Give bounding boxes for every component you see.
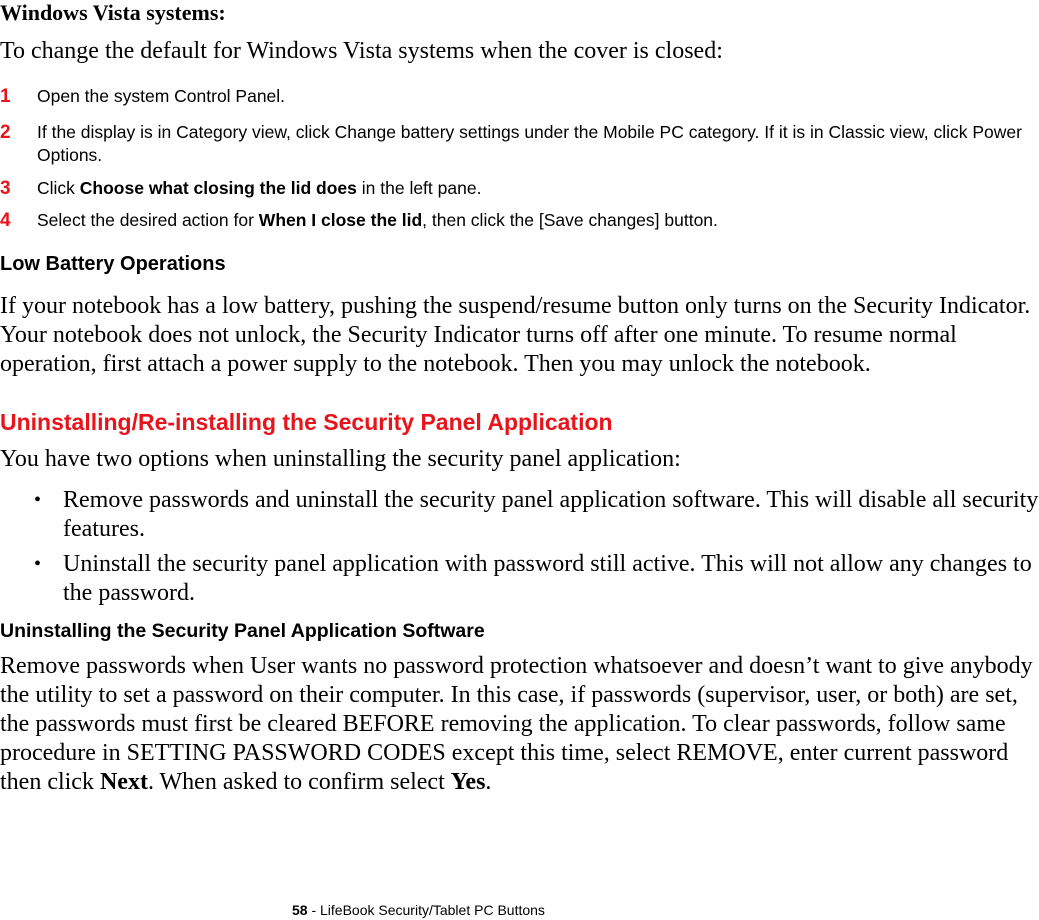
step-2 <box>0 121 1037 167</box>
bullet-icon: • <box>34 553 42 575</box>
software-heading: Uninstalling the Security Panel Application Software <box>0 620 485 642</box>
uninstall-heading: Uninstalling/Re-installing the Security Panel Application <box>0 409 613 435</box>
step-number: 1 <box>0 86 11 107</box>
bullet-icon: • <box>34 489 42 511</box>
list-item-text: Uninstall the security panel application with password still active. This will not allow any changes to the password. <box>63 551 1032 606</box>
step-text: If the display is in Category view, click Change battery settings under the Mobile PC category. If it is in Classic view, click Power Options. <box>37 122 1022 165</box>
yes-term: Yes <box>450 769 486 795</box>
step-4 <box>0 209 1037 232</box>
step-1 <box>0 85 1037 108</box>
vista-intro: To change the default for Windows Vista systems when the cover is closed: <box>0 38 723 64</box>
software-text: Remove passwords when User wants no password protection whatsoever and doesn’t want to give anybody the utility to set a password on their computer. In this case, if passwords (supervisor, user, or both) are set, the passwords must first be cleared BEFORE removing the application. To clear passwords, follow same procedure in SETTING PASSWORD CODES except this time, select REMOVE, enter current password then click Next. When asked to confirm select Yes. <box>0 653 1033 795</box>
ui-term: When I close the lid <box>258 210 423 230</box>
low-battery-heading: Low Battery Operations <box>0 253 226 275</box>
step-3 <box>0 177 1037 200</box>
page-number: 58 <box>292 902 308 918</box>
footer-title: - LifeBook Security/Tablet PC Buttons <box>307 902 545 918</box>
list-item-text: Remove passwords and uninstall the security panel application software. This will disable all security features. <box>63 487 1039 542</box>
step-number: 4 <box>0 210 11 231</box>
vista-heading: Windows Vista systems: <box>0 0 226 25</box>
list-item <box>0 550 1039 608</box>
step-number: 2 <box>0 122 11 143</box>
step-text: Select the desired action for When I close the lid, then click the [Save changes] button. <box>37 210 718 230</box>
step-text: Open the system Control Panel. <box>37 86 286 106</box>
uninstall-intro: You have two options when uninstalling the security panel application: <box>0 446 681 472</box>
step-number: 3 <box>0 178 11 199</box>
step-text: Click Choose what closing the lid does in the left pane. <box>37 178 482 198</box>
page-footer <box>292 902 545 919</box>
next-term: Next <box>99 769 148 795</box>
low-battery-text: If your notebook has a low battery, pushing the suspend/resume button only turns on the Security Indicator. Your notebook does not unlock, the Security Indicator turns off after one minute. To resume normal operation, first attach a power supply to the notebook. Then you may unlock the notebook. <box>0 293 1031 377</box>
list-item <box>0 486 1039 544</box>
ui-term: Choose what closing the lid does <box>79 178 357 198</box>
